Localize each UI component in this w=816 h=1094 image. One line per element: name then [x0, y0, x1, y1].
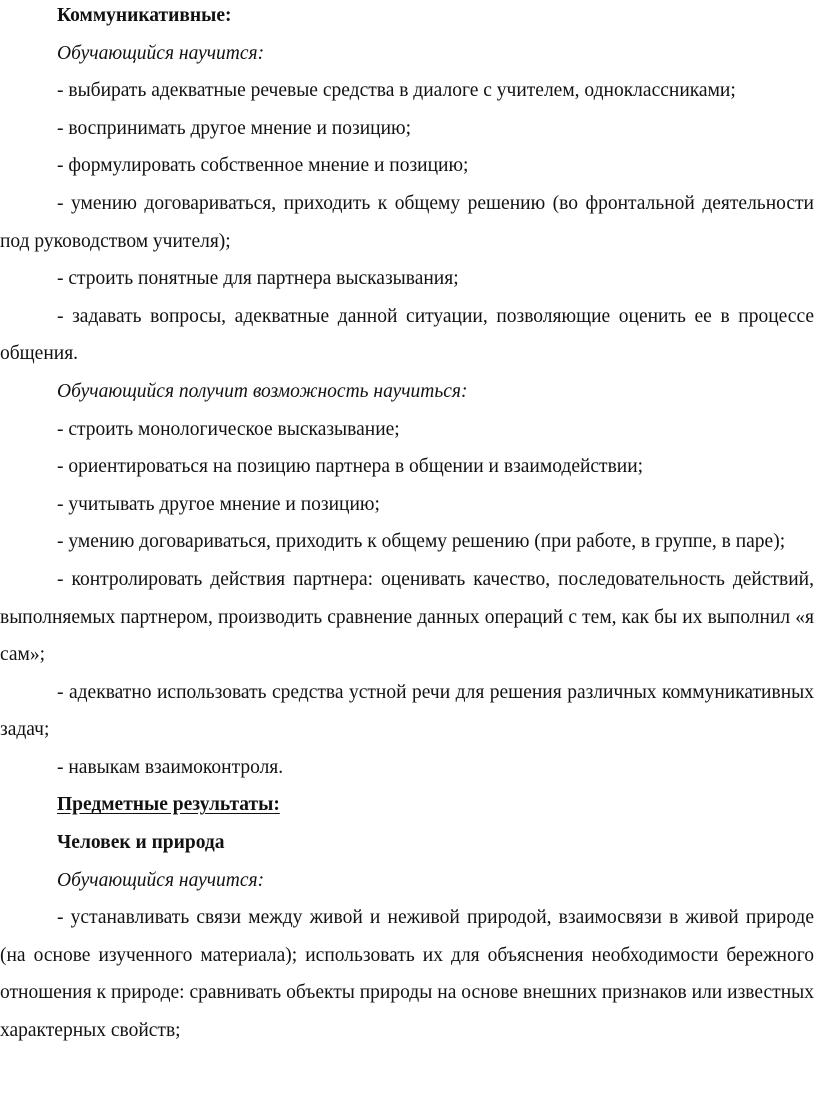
learner-will-label: Обучающийся научится:	[57, 42, 265, 64]
list-item: - задавать вопросы, адекватные данной ситуации, позволяющие оценить ее в процессе общения.	[0, 305, 814, 365]
list-item: - воспринимать другое мнение и позицию;	[57, 117, 411, 139]
list-item: - адекватно использовать средства устной речи для решения различных коммуникативных задач;	[0, 681, 814, 741]
communicative-heading: Коммуникативные:	[57, 5, 232, 26]
subject-results-heading: Предметные результаты:	[57, 794, 280, 816]
subject-results-heading-wrap	[0, 786, 814, 824]
list-item: - строить монологическое высказывание;	[57, 418, 400, 440]
list-item: - формулировать собственное мнение и позицию;	[57, 155, 469, 177]
list-item: - навыкам взаимоконтроля.	[57, 756, 284, 778]
list-item: - строить понятные для партнера высказывания;	[57, 268, 459, 290]
human-nature-heading: Человек и природа	[57, 832, 225, 854]
list-item: - умению договариваться, приходить к общему решению (во фронтальной деятельности под руководством учителя);	[0, 192, 814, 252]
learner-will-label-2: Обучающийся научится:	[57, 869, 265, 891]
list-item: - контролировать действия партнера: оценивать качество, последовательность действий, выполняемых партнером, производить сравнение данных операций с тем, как бы их выполнил «я сам»;	[0, 568, 814, 666]
list-item: - учитывать другое мнение и позицию;	[57, 493, 380, 515]
learner-may-label: Обучающийся получит возможность научиться:	[57, 380, 468, 402]
list-item: - ориентироваться на позицию партнера в общении и взаимодействии;	[57, 456, 644, 478]
list-item: - умению договариваться, приходить к общему решению (при работе, в группе, в паре);	[57, 531, 786, 553]
list-item: - выбирать адекватные речевые средства в диалоге с учителем, одноклассниками;	[57, 80, 736, 102]
list-item: - устанавливать связи между живой и неживой природой, взаимосвязи в живой природе (на основе изученного материала); использовать их для объяснения необходимости бережного отношения к природе: сравнивать объекты природы на основе внешних признаков или известных характерных свойств;	[0, 907, 814, 1042]
